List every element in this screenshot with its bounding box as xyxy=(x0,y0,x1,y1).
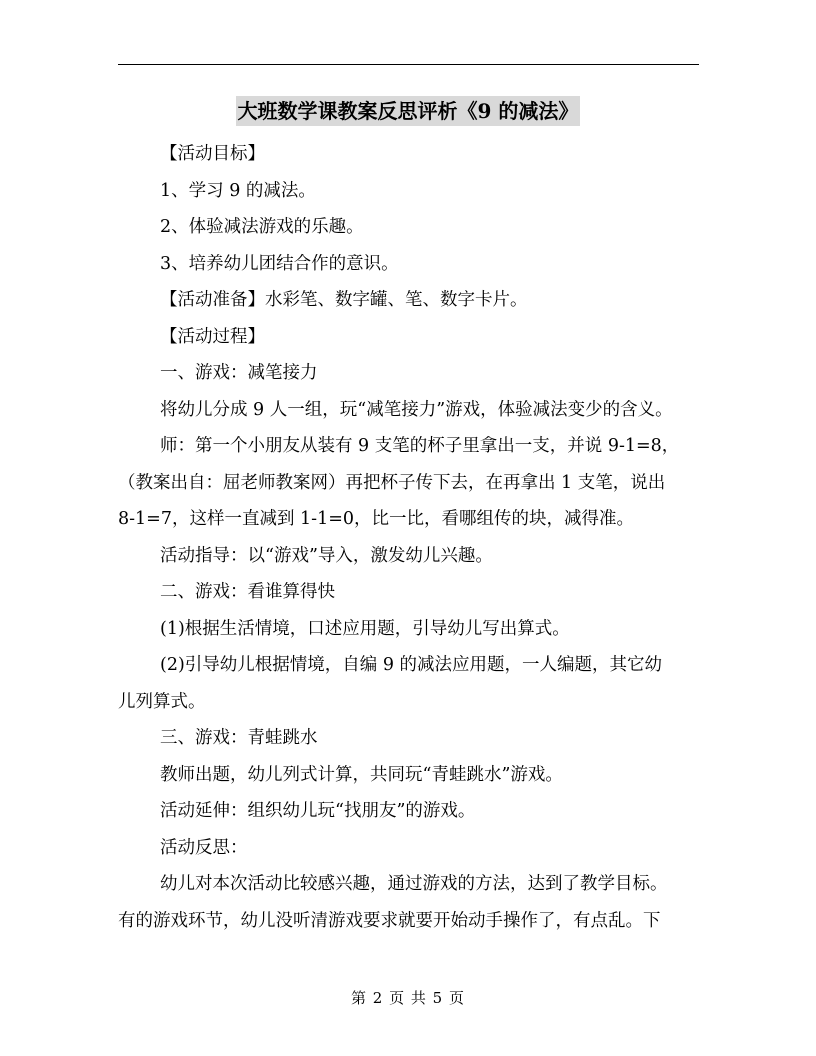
paragraph-line: 1、学习 9 的减法。 xyxy=(160,180,316,201)
paragraph-line: 活动反思： xyxy=(160,837,248,858)
paragraph-line: （教案出自：屈老师教案网）再把杯子传下去，在再拿出 1 支笔，说出 xyxy=(118,472,666,493)
paragraph-line: (1)根据生活情境，口述应用题，引导幼儿写出算式。 xyxy=(160,618,570,639)
document-body xyxy=(118,136,699,939)
paragraph-line: 儿列算式。 xyxy=(118,691,206,712)
paragraph-line: 二、游戏：看谁算得快 xyxy=(160,582,335,602)
paragraph-line: 3、培养幼儿团结合作的意识。 xyxy=(160,253,399,274)
header-rule xyxy=(118,64,699,65)
paragraph-line: 一、游戏：减笔接力 xyxy=(160,363,318,383)
paragraph-line: 有的游戏环节，幼儿没听清游戏要求就要开始动手操作了，有点乱。下 xyxy=(118,910,661,931)
paragraph-line: 2、体验减法游戏的乐趣。 xyxy=(160,217,364,237)
paragraph-line: 三、游戏：青蛙跳水 xyxy=(160,728,318,748)
paragraph-line: 活动指导：以“游戏”导入，激发幼儿兴趣。 xyxy=(160,545,493,566)
title-container xyxy=(0,96,816,126)
paragraph-line: 活动延伸：组织幼儿玩“找朋友”的游戏。 xyxy=(160,801,476,821)
paragraph-line: (2)引导幼儿根据情境，自编 9 的减法应用题，一人编题，其它幼 xyxy=(160,655,663,675)
paragraph-line: 教师出题，幼儿列式计算，共同玩“青蛙跳水”游戏。 xyxy=(160,764,563,785)
page-number-footer: 第 2 页 共 5 页 xyxy=(351,989,465,1007)
paragraph-line: 【活动准备】水彩笔、数字罐、笔、数字卡片。 xyxy=(160,290,528,310)
paragraph-line: 将幼儿分成 9 人一组，玩“减笔接力”游戏，体验减法变少的含义。 xyxy=(160,399,673,420)
paragraph-line: 【活动过程】 xyxy=(160,326,265,347)
document-title: 大班数学课教案反思评析《9 的减法》 xyxy=(236,96,581,126)
paragraph-line: 师：第一个小朋友从装有 9 支笔的杯子里拿出一支，并说 9-1=8， xyxy=(160,436,680,456)
paragraph-line: 幼儿对本次活动比较感兴趣，通过游戏的方法，达到了教学目标。 xyxy=(160,874,668,894)
paragraph-line: 【活动目标】 xyxy=(160,144,265,164)
paragraph-line: 8-1=7，这样一直减到 1-1=0，比一比，看哪组传的块，减得准。 xyxy=(118,509,635,529)
